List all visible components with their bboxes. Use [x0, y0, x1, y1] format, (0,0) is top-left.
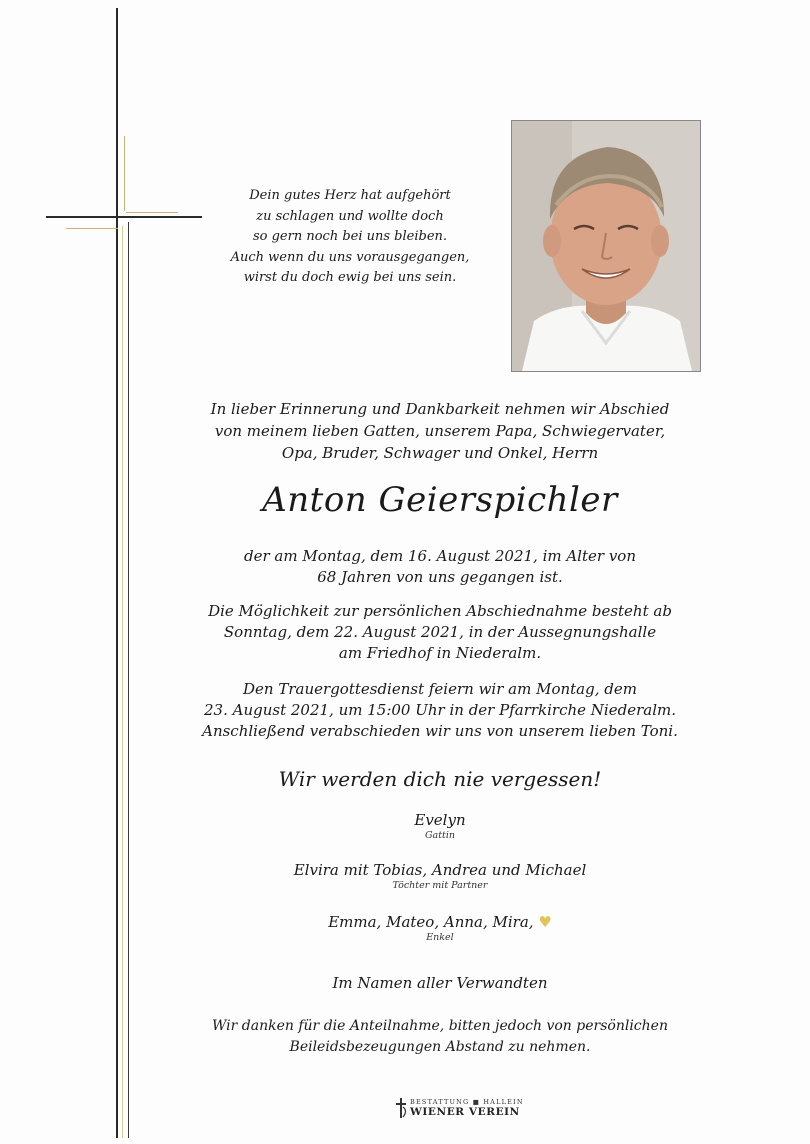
cross-gold-accent-top	[124, 136, 125, 211]
mourner-entry	[170, 860, 710, 892]
mourner-name: Emma, Mateo, Anna, Mira,	[328, 913, 534, 931]
thanks-line: Wir danken für die Anteilnahme, bitten jedoch von persönlichen	[212, 1018, 668, 1034]
farewell-line: am Friedhof in Niederalm.	[338, 644, 542, 662]
death-line: der am Montag, dem 16. August 2021, im Alter von	[244, 547, 636, 565]
service-line: 23. August 2021, um 15:00 Uhr in der Pfarrkirche Niederalm.	[204, 701, 676, 719]
mourner-entry	[170, 912, 710, 944]
cross-gold-accent-right	[126, 212, 178, 213]
mourner-role: Töchter mit Partner	[392, 880, 488, 891]
portrait-photo	[511, 120, 701, 372]
mourner-name: Elvira mit Tobias, Andrea und Michael	[293, 861, 587, 879]
intro-text	[170, 398, 710, 464]
service-details	[170, 679, 710, 742]
relatives-line: Im Namen aller Verwandten	[332, 974, 548, 992]
farewell-line: Die Möglichkeit zur persönlichen Abschiednahme besteht ab	[208, 602, 672, 620]
funeral-home-logo	[396, 1096, 526, 1122]
mourner-name: Evelyn	[414, 811, 466, 829]
thanks-text	[170, 1016, 710, 1058]
thanks-line: Beileidsbezeugungen Abstand zu nehmen.	[289, 1039, 591, 1055]
cross-vertical-inner-line	[128, 222, 129, 1138]
heart-icon: ♥	[538, 913, 552, 931]
poem	[200, 186, 500, 289]
mourner-entry	[170, 810, 710, 842]
service-line: Den Trauergottesdienst feiern wir am Montag, dem	[243, 680, 637, 698]
poem-line: zu schlagen und wollte doch	[256, 208, 444, 224]
mourner-role: Gattin	[424, 830, 456, 841]
cross-horizontal-line	[46, 216, 202, 218]
farewell-line: Sonntag, dem 22. August 2021, in der Aussegnungshalle	[223, 623, 657, 641]
mourner-role: Enkel	[426, 932, 454, 943]
cross-vertical-line	[116, 8, 118, 1138]
poem-line: Auch wenn du uns vorausgegangen,	[230, 249, 470, 265]
never-forget-heading: Wir werden dich nie vergessen!	[278, 767, 602, 791]
farewell-details	[170, 601, 710, 664]
service-line: Anschließend verabschieden wir uns von unserem lieben Toni.	[202, 722, 678, 740]
cross-gold-accent-left	[66, 228, 118, 229]
logo-subtitle: BESTATTUNG ■ HALLEIN	[410, 1098, 524, 1106]
intro-line: Opa, Bruder, Schwager und Onkel, Herrn	[281, 444, 599, 462]
poem-line: Dein gutes Herz hat aufgehört	[249, 188, 451, 203]
cross-gold-accent-lower	[122, 226, 123, 1138]
deceased-name: Anton Geierspichler	[262, 480, 618, 520]
logo-cross-icon	[396, 1097, 408, 1119]
death-details	[170, 546, 710, 588]
poem-line: wirst du doch ewig bei uns sein.	[243, 270, 457, 285]
poem-line: so gern noch bei uns bleiben.	[252, 229, 448, 244]
portrait-illustration	[512, 121, 700, 371]
intro-line: von meinem lieben Gatten, unserem Papa, Schwiegervater,	[214, 422, 666, 440]
intro-line: In lieber Erinnerung und Dankbarkeit nehmen wir Abschied	[210, 400, 670, 418]
mourner-name-row	[170, 912, 710, 932]
logo-title: WIENER VEREIN	[410, 1106, 520, 1118]
death-line: 68 Jahren von uns gegangen ist.	[317, 568, 563, 586]
